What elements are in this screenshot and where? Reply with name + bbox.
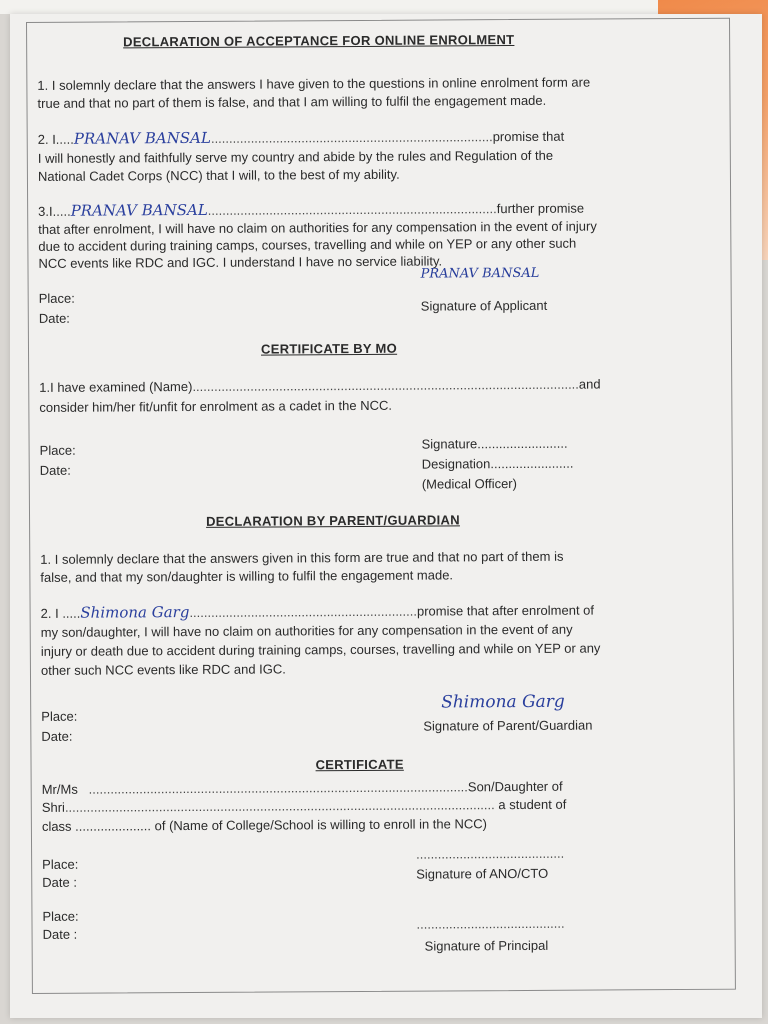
parent-p1-line2: false, and that my son/daughter is willing to fulfil the engagement made. [40,567,454,585]
applicant-signature: PRANAV BANSAL [420,265,540,282]
son-daughter-label: Son/Daughter of [467,778,563,795]
declaration-p3-line3: due to accident during training camps, courses, travelling and while on YEP or any other such [38,235,577,254]
parent-name-cert-field[interactable]: ....................................................................................................................... [64,797,495,815]
certificate-mo-title: CERTIFICATE BY MO [260,340,398,357]
parent-p1-line1: 1. I solemnly declare that the answers given in this form are true and that no part of them is [40,548,564,567]
mo-signature-field[interactable]: Signature......................... [421,435,568,452]
ano-signature-field[interactable]: ......................................... [416,845,565,862]
mo-line1 [39,375,600,395]
p3-suffix: further promise [496,200,585,217]
mo-medical-officer-label: (Medical Officer) [421,476,517,492]
mr-ms-label: Mr/Ms [41,781,78,797]
certificate-mr-ms-line [42,778,563,798]
parent-p2-line1 [41,602,594,622]
parent-p2-line2: my son/daughter, I will have no claim on authorities for any compensation in the event of any [40,621,573,640]
certificate-title: CERTIFICATE [315,756,404,773]
mo-line2: consider him/her fit/unfit for enrolment as a cadet in the NCC. [39,397,393,415]
cert-date1-label: Date : [42,874,77,890]
parent-declaration-title: DECLARATION BY PARENT/GUARDIAN [206,512,460,529]
declaration-p3-line4: NCC events like RDC and IGC. I understand I have no service liability. [38,253,443,271]
shri-label: Shri [41,799,65,815]
cert-date2-label: Date : [42,926,78,942]
mo-date-label: Date: [39,462,71,478]
p3-prefix: 3.I..... [38,203,71,219]
p3-dots: ................................................................................ [207,201,497,218]
declaration-p2-line1 [38,128,565,148]
student-of-label: a student of [498,796,567,813]
applicant-name-field-2[interactable]: PRANAV BANSAL [70,200,208,220]
certificate-shri-line [42,796,567,816]
p2-dots: .............................................................................. [210,129,493,146]
declaration-p1-line2: true and that no part of them is false, and that I am willing to fulfil the engagement made. [37,92,547,111]
cert-place1-label: Place: [42,856,79,872]
cert-place2-label: Place: [42,908,79,924]
p2-suffix: promise that [492,128,565,145]
declaration-p2-line2: I will honestly and faithfully serve my country and abide by the rules and Regulation of the [37,147,554,166]
parent-p2-prefix: 2. I ..... [40,605,81,621]
parent-name-field[interactable]: Shimona Garg [80,603,190,622]
mo-place-label: Place: [39,442,76,458]
declaration-p1-line1: 1. I solemnly declare that the answers I have given to the questions in online enrolment form are [37,74,591,93]
mo-line1-prefix: 1.I have examined (Name) [39,378,193,395]
applicant-signature-label: Signature of Applicant [420,297,548,314]
parent-signature-label: Signature of Parent/Guardian [423,717,593,734]
principal-signature-field[interactable]: ......................................... [416,915,565,932]
mo-designation-field[interactable]: Designation....................... [421,455,574,472]
form-border [26,18,736,994]
certificate-class-line: class ..................... of (Name of College/School is willing to enroll in the NCC) [41,816,488,834]
parent-signature: Shimona Garg [441,691,565,713]
parent-p2-line3: injury or death due to accident during training camps, courses, travelling and while on YEP or any [40,640,601,659]
declaration-title: DECLARATION OF ACCEPTANCE FOR ONLINE ENROLMENT [123,32,515,50]
mo-line1-suffix: and [578,376,601,392]
parent-p2-dots: ............................................................... [189,603,418,621]
applicant-name-field[interactable]: PRANAV BANSAL [73,128,211,148]
parent-p2-line4: other such NCC events like RDC and IGC. [40,661,286,678]
declaration-p3-line2: that after enrolment, I will have no claim on authorities for any compensation in the event of injury [38,218,597,237]
declaration-p2-line3: National Cadet Corps (NCC) that I will, to the best of my ability. [37,166,400,184]
p2-prefix: 2. I..... [37,131,74,147]
background-strip [0,0,768,14]
declaration-date-label: Date: [38,310,70,326]
parent-place-label: Place: [41,708,78,724]
mo-name-field[interactable]: ........................................................................................................... [192,376,579,394]
parent-p2-suffix: promise that after enrolment of [416,602,595,619]
principal-signature-label: Signature of Principal [424,937,549,954]
form-page [10,14,762,1018]
declaration-p3-line1 [38,200,584,220]
cadet-name-field[interactable]: ......................................................................................................... [88,779,468,797]
parent-date-label: Date: [41,728,73,744]
declaration-place-label: Place: [38,290,75,306]
ano-signature-label: Signature of ANO/CTO [416,865,549,882]
